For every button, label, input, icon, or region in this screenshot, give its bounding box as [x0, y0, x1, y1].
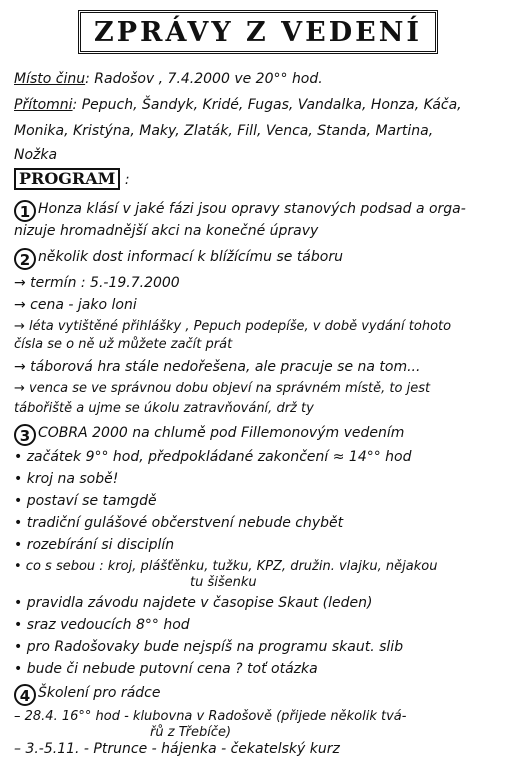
item-3-bullet-6-continuation: tu šišenku — [190, 575, 257, 590]
place-line — [14, 70, 323, 88]
item-2-heading: několik dost informací k blížícímu se táboru — [38, 249, 343, 265]
item-4-heading: Školení pro rádce — [38, 685, 161, 701]
item-2-number: 2 — [14, 248, 36, 270]
item-3-bullet-10: • bude či nebude putovní cena ? toť otázka — [14, 661, 318, 677]
item-4-bullet-1-line-1: – 28.4. 16°° hod - klubovna v Radošově (přijede několik tvá- — [14, 709, 407, 724]
present-line-1 — [14, 96, 462, 114]
item-2-bullet-5-line-2: tábořiště a ujme se úkolu zatravňování, drž ty — [14, 401, 314, 416]
present-names-3: Nožka — [14, 147, 58, 163]
place-label: Místo činu — [14, 71, 86, 87]
item-3-bullet-8: • sraz vedoucích 8°° hod — [14, 617, 190, 633]
item-3-bullet-1: • začátek 9°° hod, předpokládané zakončení ≈ 14°° hod — [14, 449, 412, 465]
item-2-bullet-2: → cena - jako loni — [14, 297, 137, 313]
item-3-bullet-3: • postaví se tamgdě — [14, 493, 157, 509]
item-4-bullet-1-line-2: řů z Třebíče) — [150, 725, 232, 740]
program-heading-line — [14, 168, 130, 190]
item-2-bullet-1: → termín : 5.-19.7.2000 — [14, 275, 180, 291]
item-4-bullet-2: – 3.-5.11. - Ptrunce - hájenka - čekatelský kurz — [14, 741, 340, 757]
program-colon: : — [124, 172, 130, 188]
item-1-line-1 — [14, 200, 466, 222]
program-heading: PROGRAM — [14, 168, 120, 190]
item-1-number: 1 — [14, 200, 36, 222]
item-3-bullet-6: • co s sebou : kroj, plášťěnku, tužku, KPZ, družin. vlajku, nějakou — [14, 559, 438, 574]
item-3-bullet-2: • kroj na sobě! — [14, 471, 119, 487]
page-title: ZPRÁVY Z VEDENÍ — [94, 17, 422, 48]
item-1-text-2: nizuje hromadnější akci na konečné úpravy — [14, 223, 319, 239]
present-names-2: Monika, Kristýna, Maky, Zlaták, Fill, Venca, Standa, Martina, — [14, 123, 434, 139]
item-3-bullet-5: • rozebírání si disciplín — [14, 537, 175, 553]
item-1-text-1: Honza klásí v jaké fázi jsou opravy stanových podsad a orga- — [38, 201, 466, 217]
item-4-number: 4 — [14, 684, 36, 706]
place-value: : Radošov , 7.4.2000 ve 20°° hod. — [85, 71, 323, 87]
item-3-number: 3 — [14, 424, 36, 446]
item-3-bullet-4: • tradiční gulášové občerstvení nebude chybět — [14, 515, 344, 531]
item-2-bullet-3-line-2: čísla se o ně už můžete začít prát — [14, 337, 233, 352]
item-3-bullet-7: • pravidla závodu najdete v časopise Skaut (leden) — [14, 595, 373, 611]
item-2-heading-line — [14, 248, 343, 270]
item-2-bullet-3-line-1: → léta vytištěné přihlášky , Pepuch podepíše, v době vydání tohoto — [14, 319, 452, 334]
item-3-heading-line — [14, 424, 404, 446]
item-2-bullet-4: → táborová hra stále nedořešena, ale pracuje se na tom... — [14, 359, 421, 375]
item-2-bullet-5-line-1: → venca se ve správnou dobu objeví na správném místě, to jest — [14, 381, 431, 396]
present-label: Přítomni — [14, 97, 73, 113]
title-box — [78, 10, 438, 54]
item-3-bullet-9: • pro Radošovaky bude nejspíš na programu skaut. slib — [14, 639, 404, 655]
item-3-heading: COBRA 2000 na chlumě pod Fillemonovým vedením — [38, 425, 405, 441]
item-4-heading-line — [14, 684, 160, 706]
present-names-1: : Pepuch, Šandyk, Kridé, Fugas, Vandalka, Honza, Káča, — [72, 97, 462, 113]
